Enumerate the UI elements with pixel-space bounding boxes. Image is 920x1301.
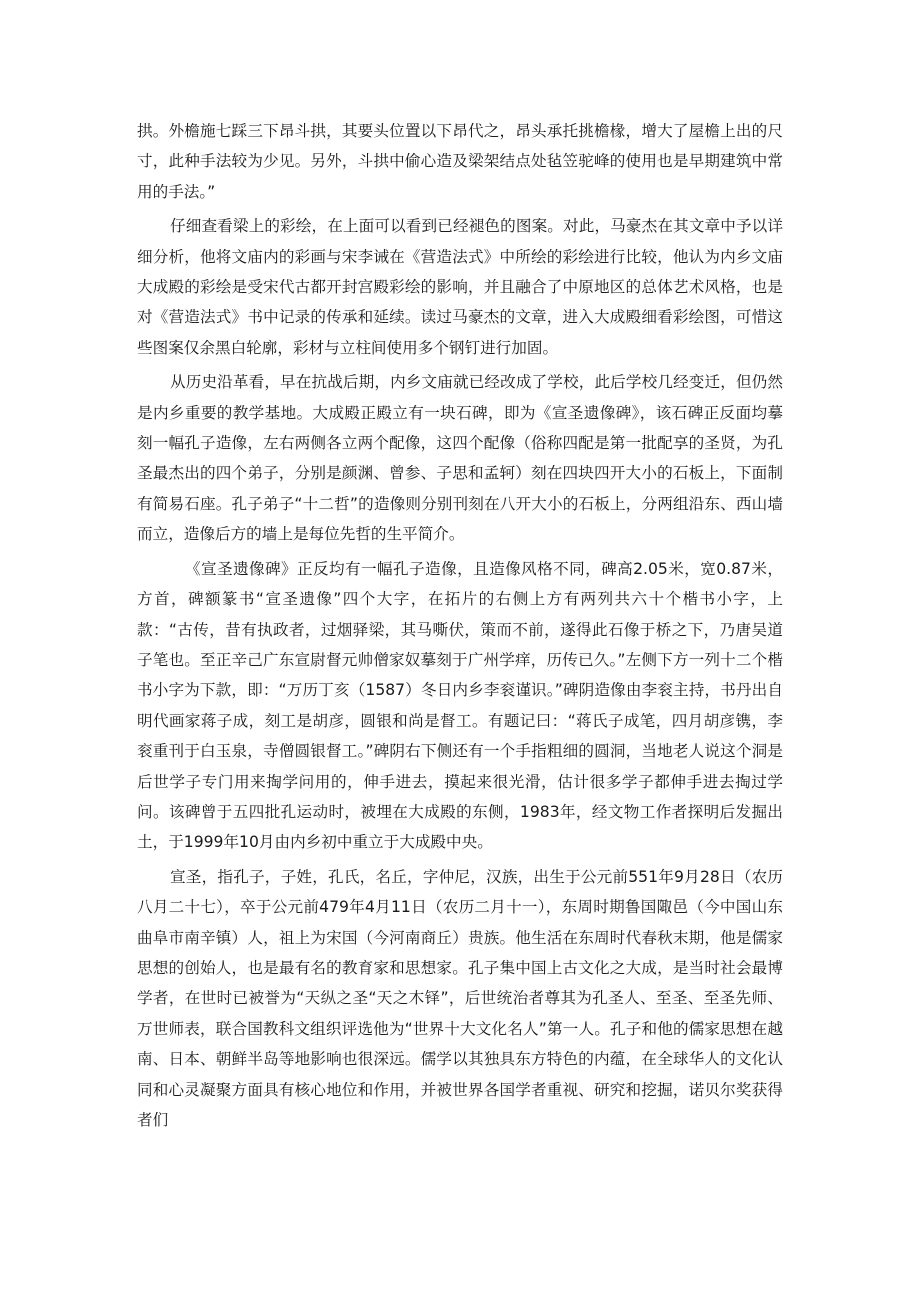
paragraph-history: 从历史沿革看，早在抗战后期，内乡文庙就已经改成了学校，此后学校几经变迁，但仍然是内乡重要的教学基地。大成殿正殿立有一块石碑，即为《宣圣遗像碑》，该石碑正反面均摹刻一幅孔子造像，左右两侧各立两个配像，这四个配像（俗称四配是第一批配享的圣贤，为孔圣最杰出的四个弟子，分别是颜渊、曾参、子思和孟轲）刻在四块四开大小的石板上，下面制有简易石座。孔子弟子“十二哲”的造像则分别刊刻在八开大小的石板上，分两组沿东、西山墙而立，造像后方的墙上是每位先哲的生平简介。 bbox=[137, 373, 783, 544]
paragraph-confucius: 宣圣，指孔子，子姓，孔氏，名丘，字仲尼，汉族，出生于公元前551年9月28日（农历八月二十七），卒于公元前479年4月11日（农历二月十一），东周时期鲁国陬邑（今中国山东曲阜市南辛镇）人，祖上为宋国（今河南商丘）贵族。他生活在东周时代春秋末期，他是儒家思想的创始人，也是最有名的教育家和思想家。孔子集中国上古文化之大成，是当时社会最博学者，在世时已被誉为“天纵之圣“天之木铎”，后世统治者尊其为孔圣人、至圣、至圣先师、万世师表，联合国教科文组织评选他为“世界十大文化名人”第一人。孔子和他的儒家思想在越南、日本、朝鲜半岛等地影响也很深远。儒学以其独具东方特色的内蕴，在全球华人的文化认同和心灵凝聚方面具有核心地位和作用，并被世界各国学者重视、研究和挖掘，诺贝尔奖获得者们 bbox=[137, 867, 783, 1129]
paragraph-stele: 《宣圣遗像碑》正反均有一幅孔子造像，且造像风格不同，碑高2.05米，宽0.87米，方首，碑额篆书“宣圣遗像”四个大字，在拓片的右侧上方有两列共六十个楷书小字，上款：“古传，昔有执政者，过烟驿梁，其马嘶伏，策而不前，遂得此石像于桥之下，乃唐吴道子笔也。至正辛己广东宣尉督元帅僧家奴摹刻于广州学痒，历传已久。”左侧下方一列十二个楷书小字为下款，即：“万历丁亥（1587）冬日内乡李衮谨识。”碑阴造像由李衮主持，书丹出自明代画家蒋子成，刻工是胡彦，圆银和尚是督工。有题记曰：“蒋氏子成笔，四月胡彦镌，李衮重刊于白玉泉，寺僧圆银督工。”碑阴右下侧还有一个手指粗细的圆洞，当地老人说这个洞是后世学子专门用来掏学问用的，伸手进去，摸起来很光滑，估计很多学子都伸手进去掏过学问。该碑曾于五四批孔运动时，被埋在大成殿的东侧，1983年，经文物工作者探明后发掘出土，于1999年10月由内乡初中重立于大成殿中央。 bbox=[137, 559, 783, 852]
document-body bbox=[137, 116, 783, 1139]
paragraph-beam-paintings: 仔细查看梁上的彩绘，在上面可以看到已经褪色的图案。对此，马豪杰在其文章中予以详细分析，他将文庙内的彩画与宋李诫在《营造法式》中所绘的彩绘进行比较，他认为内乡文庙大成殿的彩绘是受宋代古都开封宫殿彩绘的影响，并且融合了中原地区的总体艺术风格，也是对《营造法式》书中记录的传承和延续。读过马豪杰的文章，进入大成殿细看彩绘图，可惜这些图案仅余黑白轮廓，彩材与立柱间使用多个钢钉进行加固。 bbox=[137, 217, 783, 357]
paragraph-dougong-continued: 拱。外檐施七踩三下昂斗拱，其要头位置以下昂代之，昂头承托挑檐椽，增大了屋檐上出的尺寸，此种手法较为少见。另外，斗拱中偷心造及梁架结点处毡笠驼峰的使用也是早期建筑中常用的手法。” bbox=[137, 122, 783, 201]
